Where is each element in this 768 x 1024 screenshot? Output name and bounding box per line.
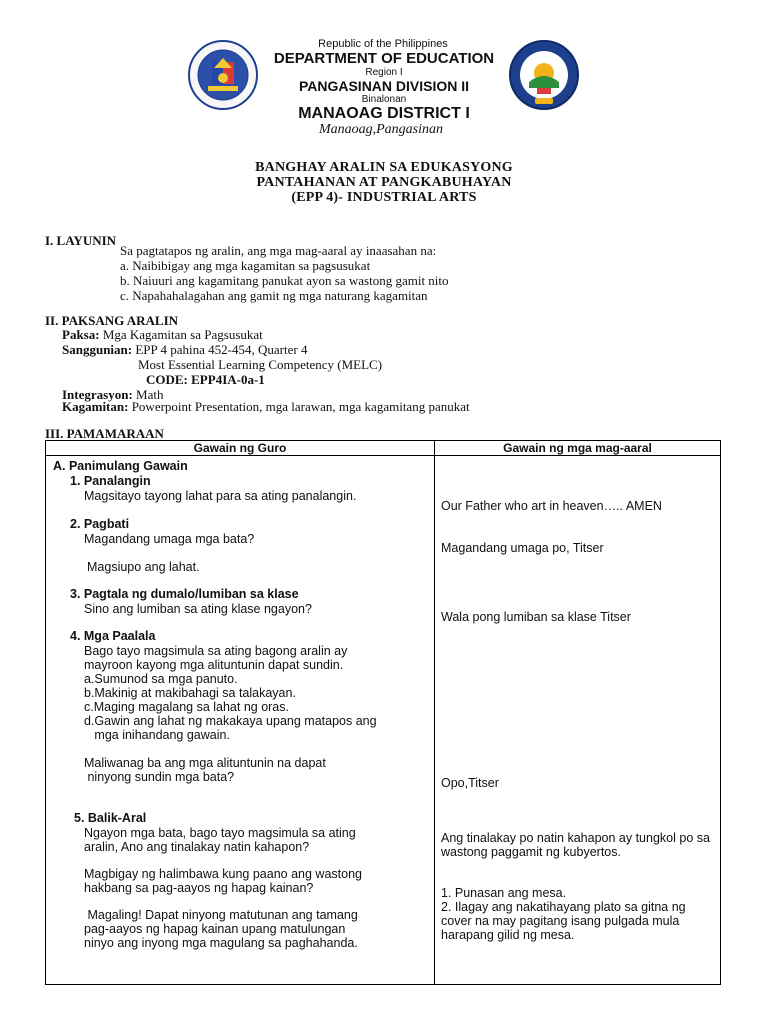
department-name: DEPARTMENT OF EDUCATION [273, 50, 495, 67]
paalala-line: d.Gawin ang lahat ng makakaya upang matapos ang [84, 714, 377, 728]
maliwanag-line-1: Maliwanag ba ang mga alituntunin na dapat [84, 756, 326, 770]
region-line: Region I [365, 67, 403, 78]
balik-aral-heading: 5. Balik-Aral [74, 811, 147, 825]
paksa-label: Paksa: [62, 327, 100, 342]
layunin-item-c: c. Napahahalagahan ang gamit ng mga naturang kagamitan [120, 288, 428, 303]
integrasyon-label: Integrasyon: [62, 387, 133, 402]
guro-cell [46, 456, 435, 985]
paalala-line: mga inihandang gawain. [84, 728, 230, 742]
balik-aral-line: aralin, Ano ang tinalakay natin kahapon? [84, 840, 310, 854]
magaling-line: pag-aayos ng hapag kainan upang matulungan [84, 922, 346, 936]
code-line: CODE: EPP4IA-0a-1 [146, 372, 265, 387]
magaling-line: Magaling! Dapat ninyong matutunan ang tamang [84, 908, 358, 922]
table-header-row [46, 441, 721, 456]
title-line-2: PANTAHANAN AT PANGKABUHAYAN [256, 175, 512, 190]
maliwanag-line-2: ninyong sundin mga bata? [84, 770, 235, 784]
pagbati-text-1: Magandang umaga mga bata? [84, 532, 255, 546]
balik-aral-line: Ngayon mga bata, bago tayo magsimula sa ating [84, 826, 356, 840]
paalala-heading: 4. Mga Paalala [70, 629, 156, 643]
pamamaraan-heading: III. PAMAMARAAN [45, 426, 164, 441]
sagot-pagbati: Magandang umaga po, Titser [441, 541, 604, 555]
sagot-balik-aral: Ang tinalakay po natin kahapon ay tungkol po sa [441, 831, 710, 845]
col-header-guro: Gawain ng Guro [46, 441, 435, 456]
location-line: Manaoag,Pangasinan [318, 122, 444, 137]
title-line-3: (EPP 4)- INDUSTRIAL ARTS [291, 190, 477, 205]
integrasyon-value: Math [132, 387, 164, 402]
section-a-heading: A. Panimulang Gawain [53, 459, 188, 473]
pagbati-heading: 2. Pagbati [70, 517, 130, 531]
sanggunian-row [62, 342, 307, 357]
table-body-row [46, 456, 721, 985]
layunin-item-a: a. Naibibigay ang mga kagamitan sa pagsusukat [120, 258, 371, 273]
layunin-item-b: b. Naiuuri ang kagamitang panukat ayon sa wastong gamit nito [120, 273, 449, 288]
pagbati-text-2: Magsiupo ang lahat. [87, 560, 200, 574]
magaling-line: ninyo ang inyong mga magulang sa paghahanda. [84, 936, 358, 950]
pagtala-text: Sino ang lumiban sa ating klase ngayon? [84, 602, 312, 616]
halimbawa-line: Magbigay ng halimbawa kung paano ang wastong [84, 867, 362, 881]
town-line: Binalonan [361, 94, 407, 105]
district-name: MANAOAG DISTRICT I [298, 105, 470, 122]
pagtala-heading: 3. Pagtala ng dumalo/lumiban sa klase [70, 587, 299, 601]
sanggunian-value: EPP 4 pahina 452-454, Quarter 4 [132, 342, 308, 357]
kagamitan-label: Kagamitan: [62, 399, 129, 414]
division-name: PANGASINAN DIVISION II [298, 78, 470, 94]
paksa-value: Mga Kagamitan sa Pagsusukat [99, 327, 263, 342]
panalangin-heading: 1. Panalangin [70, 474, 151, 488]
paksa-heading: II. PAKSANG ARALIN [45, 313, 179, 328]
paalala-line: mayroon kayong mga alituntunin dapat sundin. [84, 658, 344, 672]
paksa-row [62, 327, 263, 342]
col-header-magaaral: Gawain ng mga mag-aaral [435, 441, 721, 456]
paalala-line: c.Maging magalang sa lahat ng oras. [84, 700, 289, 714]
paalala-line: Bago tayo magsimula sa ating bagong aralin ay [84, 644, 348, 658]
panalangin-text: Magsitayo tayong lahat para sa ating panalangin. [84, 489, 357, 503]
layunin-heading: I. LAYUNIN [45, 233, 117, 248]
sanggunian-label: Sanggunian: [62, 342, 133, 357]
kagamitan-row [62, 399, 470, 414]
republic-line: Republic of the Philippines [318, 38, 448, 50]
title-line-1: BANGHAY ARALIN SA EDUKASYONG [255, 160, 513, 175]
magaaral-cell [435, 456, 721, 985]
sagot-pagtala: Wala pong lumiban sa klase Titser [441, 610, 631, 624]
sagot-balik-aral: wastong paggamit ng kubyertos. [441, 845, 621, 859]
sagot-panalangin: Our Father who art in heaven….. AMEN [441, 499, 662, 513]
sagot-halimbawa: harapang gilid ng mesa. [441, 928, 575, 942]
sagot-maliwanag: Opo,Titser [441, 776, 499, 790]
paalala-line: a.Sumunod sa mga panuto. [84, 672, 238, 686]
halimbawa-line: hakbang sa pag-aayos ng hapag kainan? [84, 881, 314, 895]
paalala-line: b.Makinig at makibahagi sa talakayan. [84, 686, 296, 700]
melc-line: Most Essential Learning Competency (MELC) [138, 357, 383, 372]
sagot-halimbawa: 2. Ilagay ang nakatihayang plato sa gitna ng [441, 900, 686, 914]
lesson-plan-table [45, 440, 721, 985]
kagamitan-value: Powerpoint Presentation, mga larawan, mga kagamitang panukat [128, 399, 470, 414]
layunin-intro: Sa pagtatapos ng aralin, ang mga mag-aaral ay inaasahan na: [120, 243, 437, 258]
sagot-halimbawa: cover na may pagitang isang pulgada mula [441, 914, 680, 928]
sagot-halimbawa: 1. Punasan ang mesa. [441, 886, 567, 900]
